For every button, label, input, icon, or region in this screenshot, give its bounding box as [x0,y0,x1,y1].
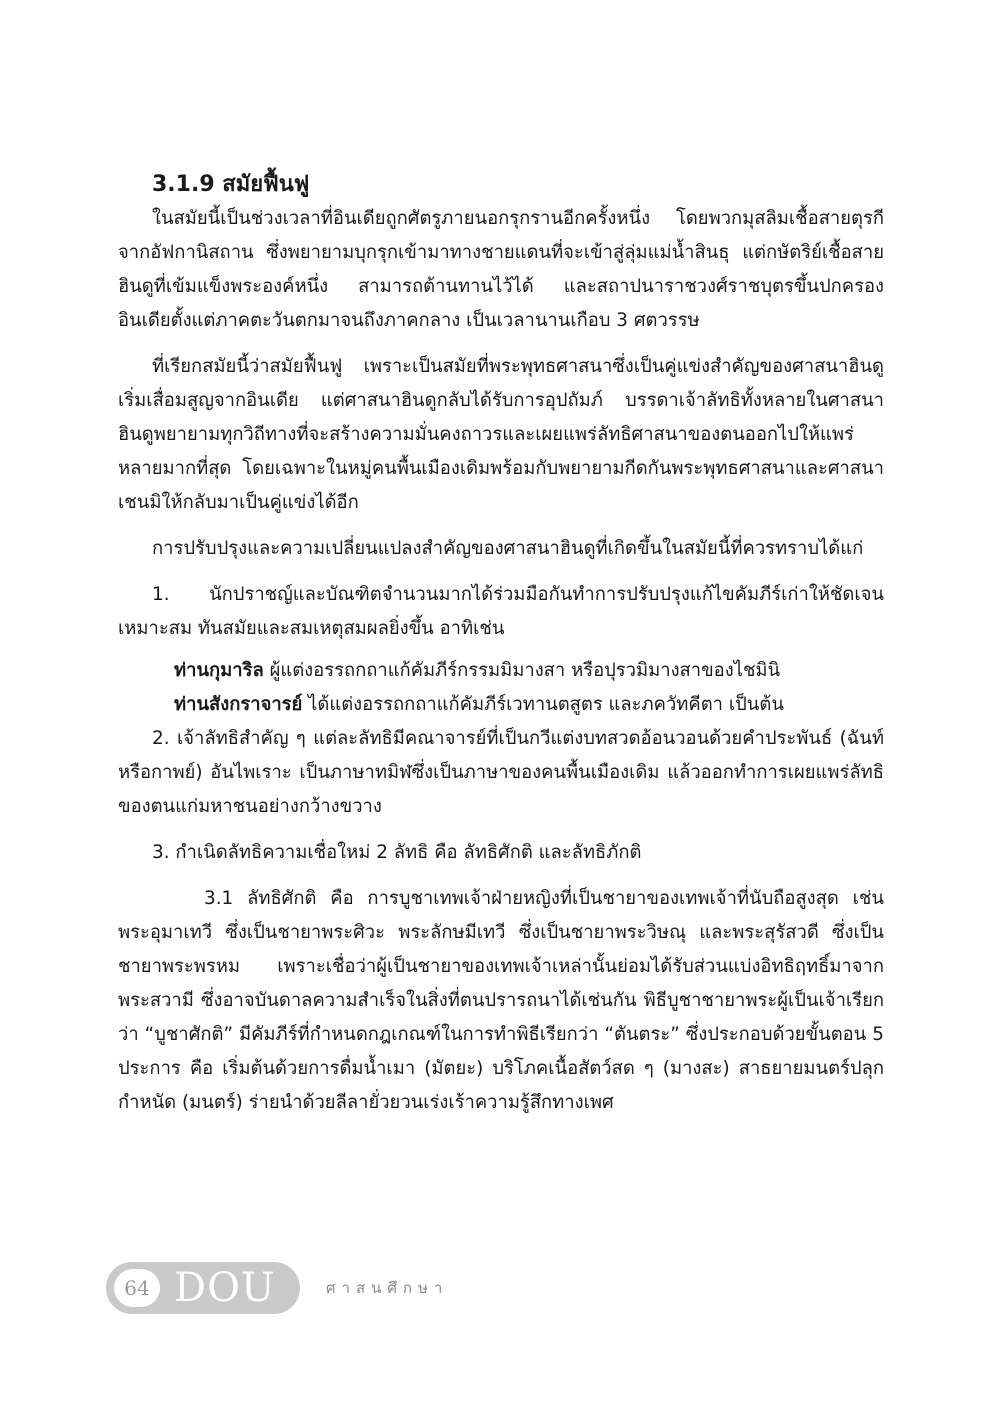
body-text [118,202,884,1120]
example-2-text: ได้แต่งอรรถกถาแก้คัมภีร์เวทานตสูตร และภควัทคีตา เป็นต้น [302,694,784,715]
list-item-3-1: 3.1 ลัทธิศักติ คือ การบูชาเทพเจ้าฝ่ายหญิงที่เป็นชายาของเทพเจ้าที่นับถือสูงสุด เช่น พระอุมาเทวี ซึ่งเป็นชายาพระศิวะ พระลักษมีเทวี ซึ่งเป็นชายาพระวิษณุ และพระสุรัสวดี ซึ่งเป็นชายาพระพรหม เพราะเชื่อว่าผู้เป็นชายาของเทพเจ้าเหล่านั้นย่อมได้รับส่วนแบ่งอิทธิฤทธิ์มาจากพระสวามี ซึ่งอาจบันดาลความสำเร็จในสิ่งที่ตนปรารถนาได้เช่นกัน พิธีบูชาชายาพระผู้เป็นเจ้าเรียกว่า “บูชาศักติ” มีคัมภีร์ที่กำหนดกฎเกณฑ์ในการทำพิธีเรียกว่า “ตันตระ” ซึ่งประกอบด้วยขั้นตอน 5 ประการ คือ เริ่มต้นด้วยการดื่มน้ำเมา (มัตยะ) บริโภคเนื้อสัตว์สด ๆ (มางสะ) สาธยายมนตร์ปลุกกำหนัด (มนตร์) ร่ายนำด้วยลีลายั่วยวนเร่งเร้าความรู้สึกทางเพศ [118,888,884,1113]
example-2-name: ท่านสังกราจารย์ [174,694,303,715]
example-1 [118,654,884,688]
paragraph-3: การปรับปรุงและความเปลี่ยนแปลงสำคัญของศาสนาฮินดูที่เกิดขึ้นในสมัยนี้ที่ควรทราบได้แก่ [152,538,864,559]
example-2 [118,688,884,722]
page-footer [106,1262,448,1314]
dou-logo: DOU [174,1265,276,1311]
paragraph-1: ในสมัยนี้เป็นช่วงเวลาที่อินเดียถูกศัตรูภายนอกรุกรานอีกครั้งหนึ่ง โดยพวกมุสลิมเชื้อสายตุรกีจากอัฟกานิสถาน ซึ่งพยายามบุกรุกเข้ามาทางชายแดนที่จะเข้าสู่ลุ่มแม่น้ำสินธุ แต่กษัตริย์เชื้อสายฮินดูที่เข้มแข็งพระองค์หนึ่ง สามารถต้านทานไว้ได้ และสถาปนาราชวงศ์ราชบุตรขึ้นปกครองอินเดียตั้งแต่ภาคตะวันตกมาจนถึงภาคกลาง เป็นเวลานานเกือบ 3 ศตวรรษ [118,208,884,331]
footer-badge [106,1262,300,1314]
example-1-name: ท่านกุมาริล [174,660,264,681]
section-heading: 3.1.9 สมัยฟื้นฟู [152,172,310,197]
list-item-3: 3. กำเนิดลัทธิความเชื่อใหม่ 2 ลัทธิ คือ ลัทธิศักติ และลัทธิภักติ [152,842,642,863]
list-item-2: 2. เจ้าลัทธิสำคัญ ๆ แต่ละลัทธิมีคณาจารย์ที่เป็นกวีแต่งบทสวดอ้อนวอนด้วยคำประพันธ์ (ฉันท์หรือกาพย์) อันไพเราะ เป็นภาษาทมิฬซึ่งเป็นภาษาของคนพื้นเมืองเดิม แล้วออกทำการเผยแพร่ลัทธิของตนแก่มหาชนอย่างกว้างขวาง [118,728,884,817]
paragraph-2: ที่เรียกสมัยนี้ว่าสมัยฟื้นฟู เพราะเป็นสมัยที่พระพุทธศาสนาซึ่งเป็นคู่แข่งสำคัญของศาสนาฮินดูเริ่มเสื่อมสูญจากอินเดีย แต่ศาสนาฮินดูกลับได้รับการอุปถัมภ์ บรรดาเจ้าลัทธิทั้งหลายในศาสนาฮินดูพยายามทุกวิถีทางที่จะสร้างความมั่นคงถาวรและเผยแพร่ลัทธิศาสนาของตนออกไปให้แพร่หลายมากที่สุด โดยเฉพาะในหมู่คนพื้นเมืองเดิมพร้อมกับพยายามกีดกันพระพุทธศาสนาและศาสนาเชนมิให้กลับมาเป็นคู่แข่งได้อีก [118,356,884,513]
list-item-1: 1. นักปราชญ์และบัณฑิตจำนวนมากได้ร่วมมือกันทำการปรับปรุงแก้ไขคัมภีร์เก่าให้ชัดเจนเหมาะสม ทันสมัยและสมเหตุสมผลยิ่งขึ้น อาทิเช่น [118,584,884,639]
page-number: 64 [114,1269,160,1307]
example-1-text: ผู้แต่งอรรถกถาแก้คัมภีร์กรรมมิมางสา หรือปุรวมิมางสาของไชมินิ [263,660,781,681]
course-name: ศาสนศึกษา [326,1279,449,1297]
